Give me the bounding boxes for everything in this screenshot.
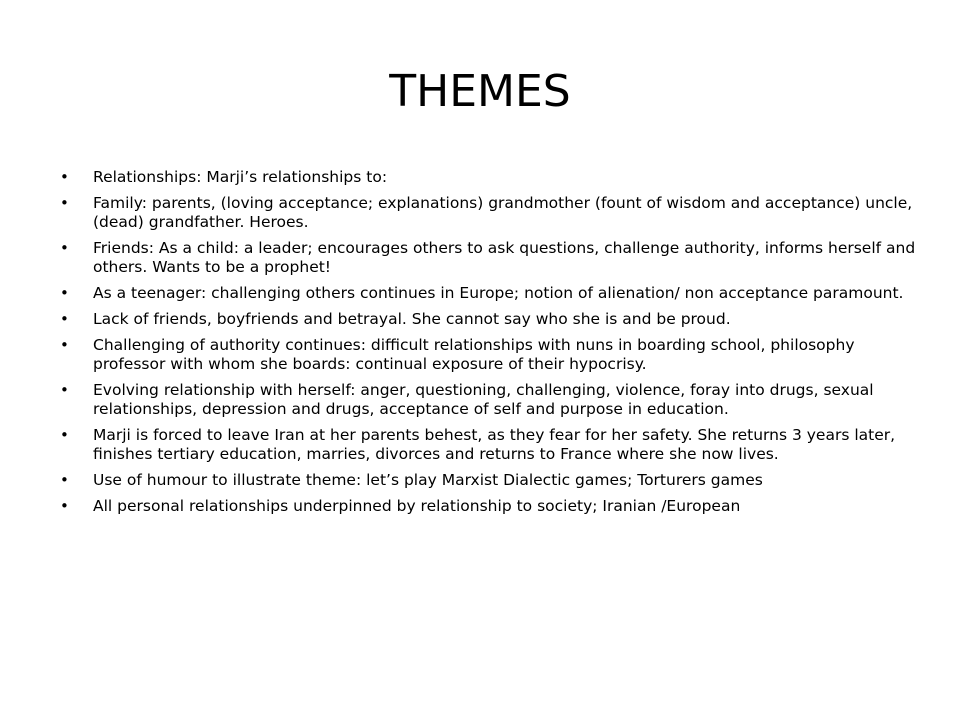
bullet-dot-icon: • [60, 471, 69, 489]
bullet-text: Use of humour to illustrate theme: let’s play Marxist Dialectic games; Torturers games [93, 471, 763, 489]
bullet-text: Family: parents, (loving acceptance; explanations) grandmother (fount of wisdom and acceptance) uncle, (dead) grandfather. Heroes. [93, 194, 913, 231]
bullet-dot-icon: • [60, 284, 69, 302]
bullet-item [60, 426, 920, 464]
bullet-item [60, 471, 920, 490]
bullet-dot-icon: • [60, 426, 69, 444]
bullet-dot-icon: • [60, 310, 69, 328]
bullet-dot-icon: • [60, 239, 69, 257]
bullet-dot-icon: • [60, 381, 69, 399]
bullet-item [60, 194, 920, 232]
bullet-text: Friends: As a child: a leader; encourages others to ask questions, challenge authority, informs herself and others. Wants to be a prophet! [93, 239, 916, 276]
bullet-item [60, 381, 920, 419]
bullet-item [60, 497, 920, 516]
bullet-text: All personal relationships underpinned by relationship to society; Iranian /European [93, 497, 741, 515]
bullet-text: Lack of friends, boyfriends and betrayal. She cannot say who she is and be proud. [93, 310, 731, 328]
bullet-item [60, 336, 920, 374]
bullet-dot-icon: • [60, 168, 69, 186]
bullet-item [60, 284, 920, 303]
bullet-text: Relationships: Marji’s relationships to: [93, 168, 388, 186]
slide-title: THEMES [389, 66, 571, 117]
bullet-text: As a teenager: challenging others continues in Europe; notion of alienation/ non acceptance paramount. [93, 284, 904, 302]
bullet-item [60, 239, 920, 277]
bullet-item [60, 310, 920, 329]
bullet-text: Marji is forced to leave Iran at her parents behest, as they fear for her safety. She returns 3 years later, finishes tertiary education, marries, divorces and returns to France where she now lives. [93, 426, 896, 463]
bullet-text: Evolving relationship with herself: anger, questioning, challenging, violence, foray into drugs, sexual relationships, depression and drugs, acceptance of self and purpose in education. [93, 381, 874, 418]
bullet-dot-icon: • [60, 497, 69, 515]
bullet-dot-icon: • [60, 194, 69, 212]
bullet-list [60, 168, 920, 523]
bullet-text: Challenging of authority continues: difficult relationships with nuns in boarding school, philosophy professor with whom she boards: continual exposure of their hypocrisy. [93, 336, 855, 373]
bullet-item [60, 168, 920, 187]
bullet-dot-icon: • [60, 336, 69, 354]
